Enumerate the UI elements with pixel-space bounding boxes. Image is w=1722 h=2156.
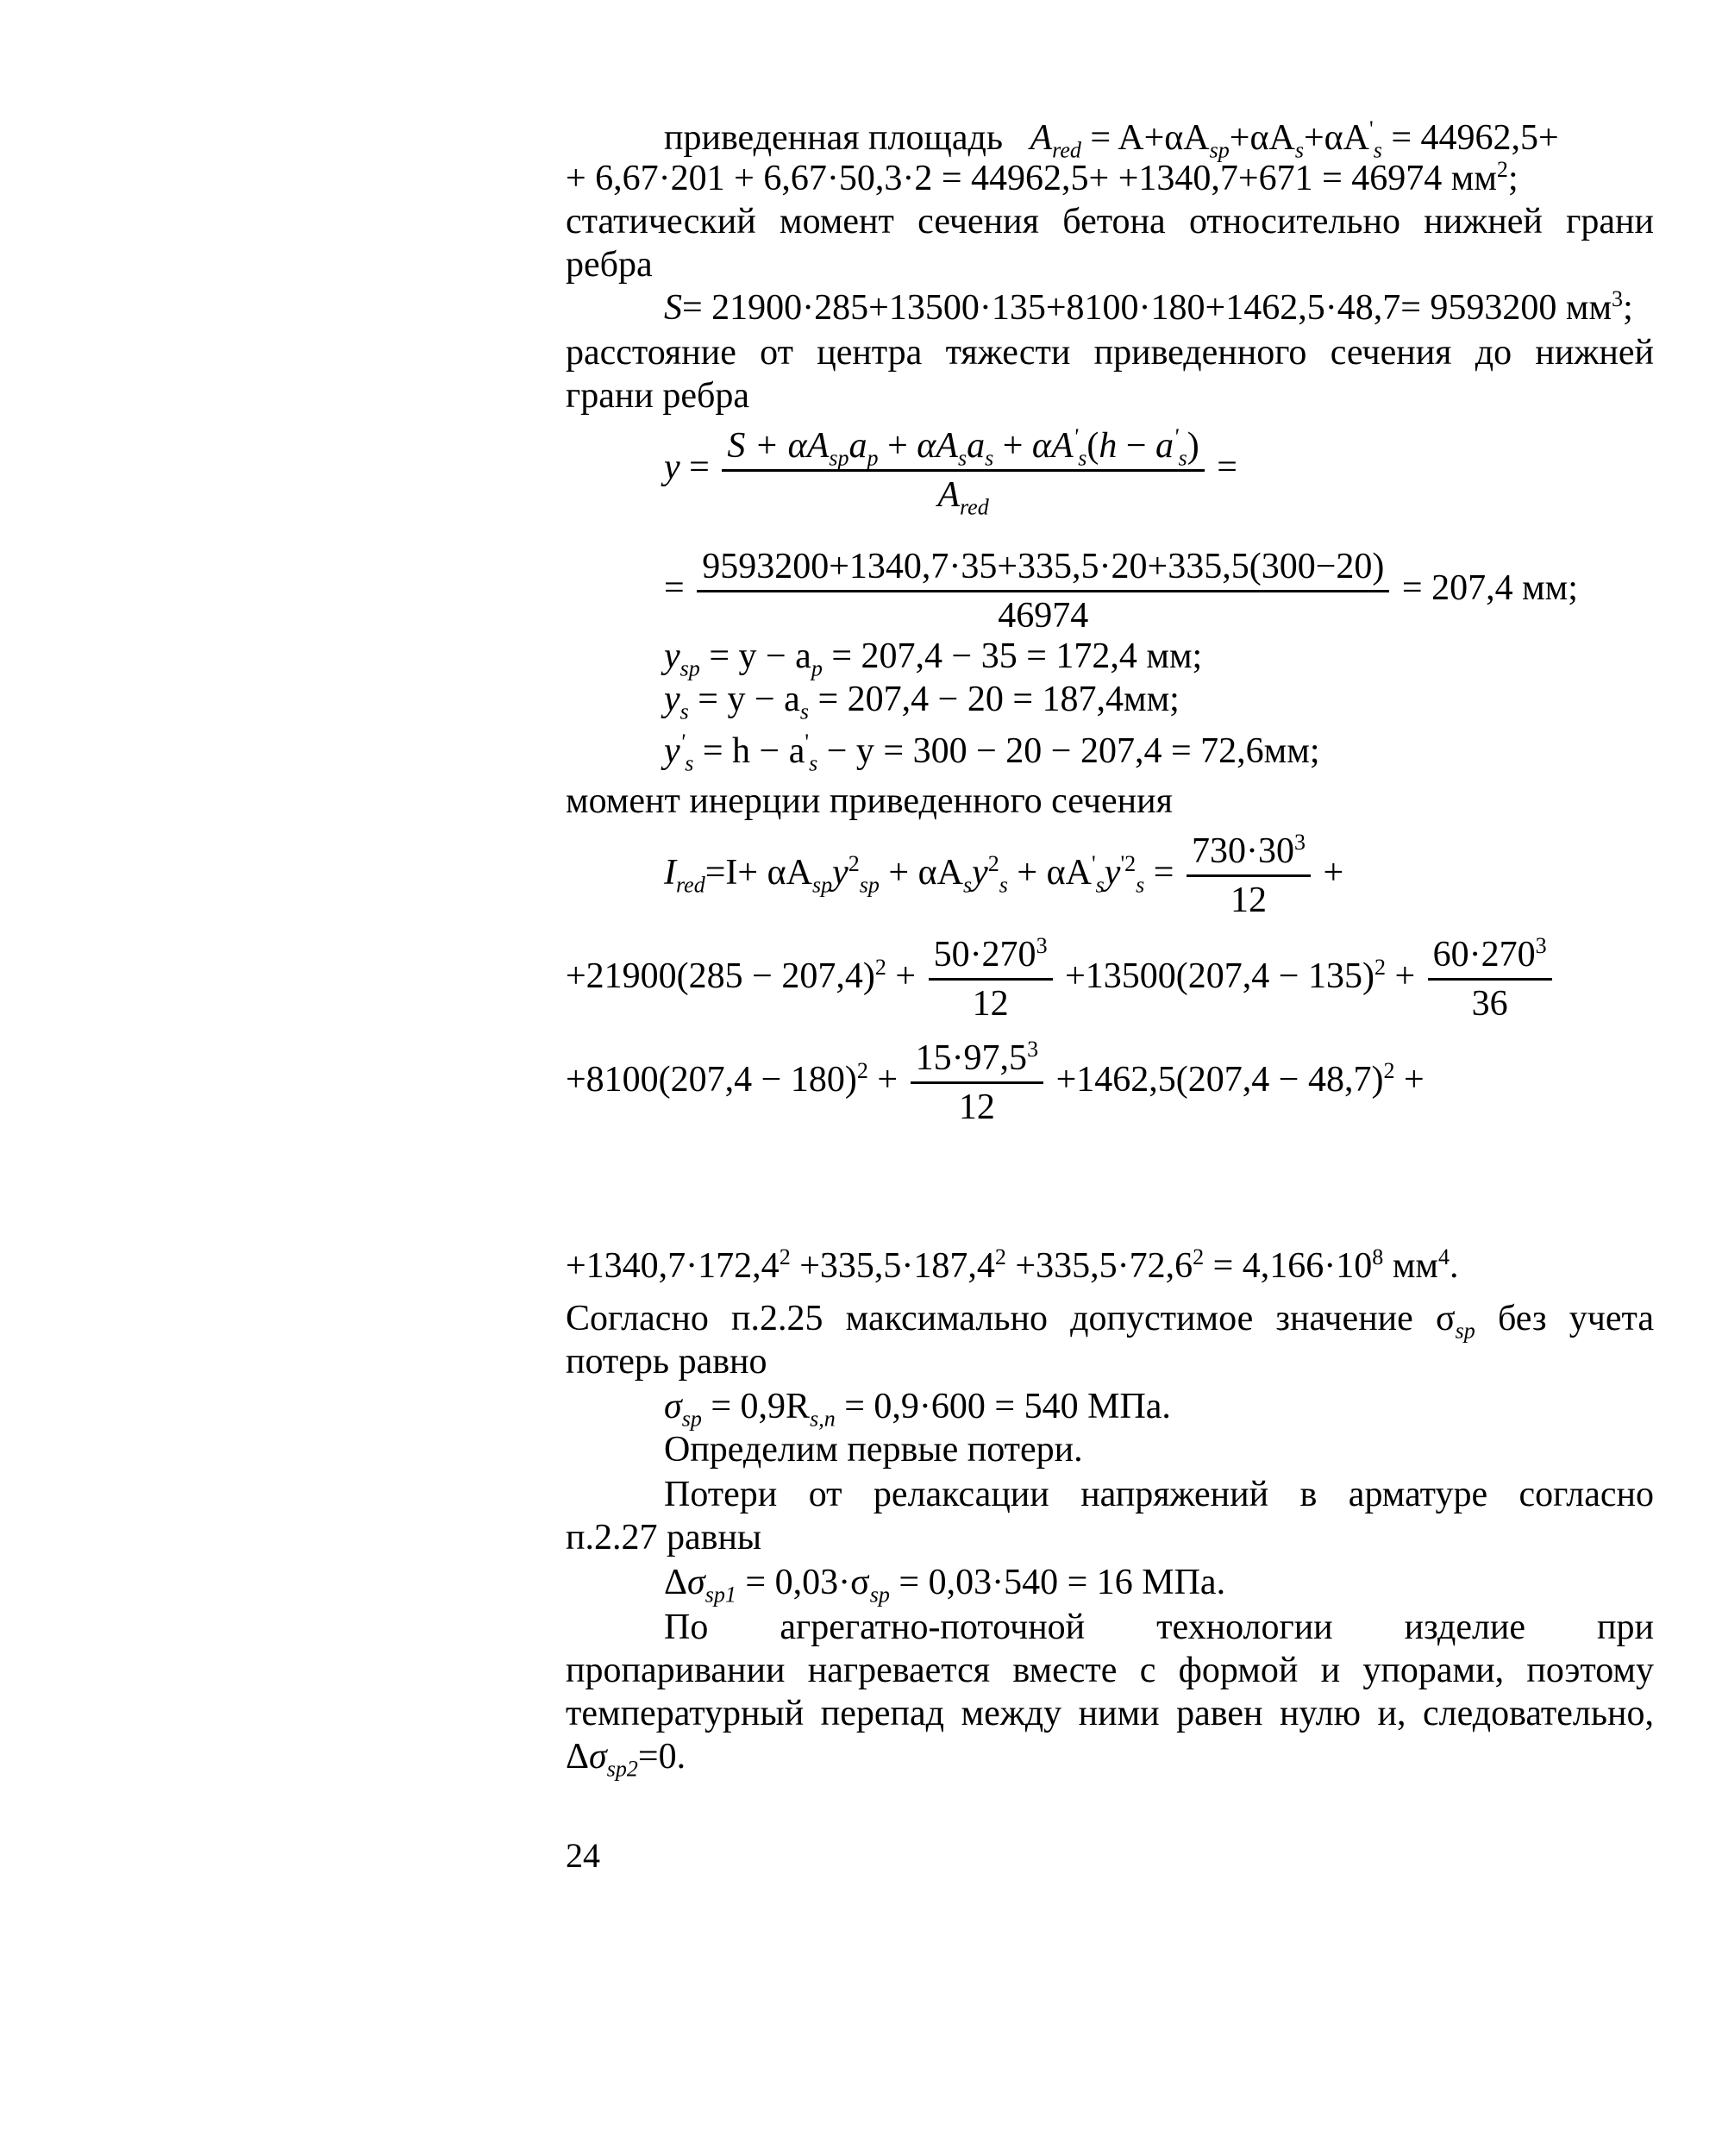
line-static-moment <box>566 200 1654 243</box>
text-rib: ребра <box>566 245 653 285</box>
line-first-losses <box>664 1428 1083 1471</box>
text-losses-equal: потерь равно <box>566 1342 767 1382</box>
line-relaxation-2 <box>566 1516 761 1559</box>
text-moment-inertia: момент инерции приведенного сечения <box>566 781 1173 821</box>
equation-sigma-result: = 0,9·600 = 540 МПа. <box>835 1387 1171 1426</box>
equation-ired-row3: $+1340,7\cdot 172,4^2 +335,5\cdot 187,4^2 +335,5\cdot 72,6^2 = 4,166\cdot 10^8$ $мм^4$. <box>566 1244 1459 1286</box>
fraction-y-denominator: A <box>937 475 960 515</box>
equation-ired: $I_{red}=I+ \alpha A_{sp}y^2_{sp} + \alpha A_sy^2_s + \alpha A'_sy^{'2}_s$ = $\frac{730\cdot 30^3}{12}$ + <box>664 828 1343 924</box>
formula-a-red-value: = 44962,5+ <box>1381 118 1559 158</box>
line-relaxation <box>664 1473 1654 1516</box>
text-relaxation-2: п.2.27 равны <box>566 1518 762 1557</box>
fraction-row1-a-numerator: 50·270 <box>933 935 1036 975</box>
symbol-s: S <box>664 288 682 328</box>
fraction-y-calc <box>697 543 1389 639</box>
equation-delta-sigma-1-result: = 0,03·540 = 16 МПа. <box>889 1563 1226 1602</box>
fraction-y: $\frac{S + \alpha A_{sp}a_p + \alpha A_sa_s + \alpha A'_s(h - a'_s)}{A_{red}}$ <box>722 423 1204 518</box>
text-rib-face: грани ребра <box>566 376 749 416</box>
equation-ired-row1: $+21900(285 - 207,4)^2$ + $\frac{50\cdot 270^3}{12}$ $+13500(207,4 - 135)^2$ + $\frac{60\cdot 270^3}{36}$ <box>566 931 1556 1027</box>
fraction-y-calc-denominator: 46974 <box>998 596 1089 636</box>
formula-a-red-expression: = A+αA <box>1090 118 1210 158</box>
text-first-losses: Определим первые потери. <box>664 1430 1083 1470</box>
line-moment-inertia <box>566 780 1173 823</box>
equation-ys-prime-result: − y = 300 − 20 − 207,4 = 72,6мм; <box>817 731 1320 771</box>
text-relaxation: Потери от релаксации напряжений в арматуре согласно <box>664 1475 1654 1514</box>
equation-y: y = $\frac{S + \alpha A_{sp}a_p + \alpha A_sa_s + \alpha A'_s(h - a'_s)}{A_{red}}$ = <box>664 424 1237 520</box>
line-reduced-area: приведенная площадь $A_{red} = A+\alpha A_{sp}+\alpha A_s+\alpha A'_s = 44962,5+$ <box>664 116 1559 163</box>
fraction-y-numerator: S + αA <box>727 426 830 466</box>
equation-ysp-result: = 207,4 − 35 = 172,4 мм; <box>822 636 1203 676</box>
fraction-ired-numerator: 730·30 <box>1191 831 1294 871</box>
fraction-y-calc-numerator: 9593200+1340,7·35+335,5·20+335,5(300−20) <box>697 543 1389 592</box>
row1-term-a: +21900(285 − 207,4) <box>566 956 875 997</box>
fraction-row1-b-numerator: 60·270 <box>1432 935 1536 975</box>
text-technology-2: пропаривании нагревается вместе с формой и упорами, поэтому <box>566 1651 1654 1690</box>
text-technology: По агрегатно-поточной технологии изделие при <box>664 1608 1654 1647</box>
text-s-calc-end: ; <box>1623 288 1633 328</box>
equation-ys-prime-lhs: = h − a <box>702 731 805 771</box>
equation-sigma-sp: $\sigma_{sp} = 0,9R_{s,n} = 0,9\cdot 600 = 540$ МПа. <box>664 1387 1171 1432</box>
text-according-end: без учета <box>1475 1299 1654 1338</box>
row3-term-b: +335,5·187,4 <box>790 1246 995 1286</box>
fraction-row1-b-denominator: 36 <box>1471 984 1508 1024</box>
row2-term-a: +8100(207,4 − 180) <box>566 1060 857 1100</box>
formula-a-red: $A_{red}$ <box>1030 118 1081 163</box>
row3-result: = 4,166·10 <box>1204 1246 1373 1286</box>
fraction-row2: $\frac{15\cdot 97,5^3}{12}$ <box>911 1035 1044 1131</box>
equation-ys: $y_s = y - a_s = 207,4 - 20 = 187,4мм$; <box>664 680 1180 724</box>
page-number: 24 <box>566 1836 600 1875</box>
text-reduced-area-label: приведенная площадь <box>664 118 1003 158</box>
text-area-calc-end: ; <box>1507 159 1518 198</box>
fraction-row2-numerator: 15·97,5 <box>915 1038 1028 1078</box>
equation-delta-sigma-1: $\Delta\sigma_{sp1} = 0,03\cdot\sigma_{sp} = 0,03\cdot 540 = 16$ МПа. <box>664 1563 1226 1608</box>
text-distance: расстояние от центра тяжести приведенного сечения до нижней <box>566 333 1654 373</box>
row3-term-a: +1340,7·172,4 <box>566 1246 780 1286</box>
equation-ys-result: = 207,4 − 20 = 187,4мм; <box>808 680 1180 719</box>
line-technology-2 <box>566 1649 1654 1692</box>
row3-unit: мм <box>1383 1246 1438 1286</box>
line-rib <box>566 243 653 286</box>
equation-ired-lhs: =I+ αA <box>704 853 812 893</box>
line-according: Согласно п.2.25 максимально допустимое значение $\sigma_{sp}$ без учета <box>566 1299 1654 1344</box>
line-losses-equal <box>566 1340 767 1383</box>
line-technology-3 <box>566 1692 1654 1735</box>
equation-delta-sigma-1-lhs: = 0,03·σ <box>736 1563 870 1602</box>
line-technology-4: $\Delta\sigma_{sp2}=0$. <box>566 1737 686 1782</box>
text-area-calc: + 6,67·201 + 6,67·50,3·2 = 44962,5+ +1340,7+671 = 46974 мм <box>566 159 1497 198</box>
text-static-moment: статический момент сечения бетона относительно нижней грани <box>566 202 1654 241</box>
equation-y-calc: = $\frac{9593200+1340,7\cdot 35+335,5\cdot 20+335,5(300-20)}{46974}$ = 207,4 мм; <box>664 543 1578 639</box>
row1-term-b: +13500(207,4 − 135) <box>1065 956 1374 997</box>
row3-term-c: +335,5·72,6 <box>1005 1246 1193 1286</box>
y-calc-result: = 207,4 мм; <box>1401 568 1578 609</box>
text-technology-3: температурный перепад между ними равен нулю и, следовательно, <box>566 1694 1654 1733</box>
fraction-ired: $\frac{730\cdot 30^3}{12}$ <box>1187 828 1311 924</box>
equation-ysp: $y_{sp} = y - a_p = 207,4 - 35 = 172,4$ мм; <box>664 636 1203 681</box>
fraction-row1-a-denominator: 12 <box>972 984 1009 1024</box>
text-s-calc: = 21900·285+13500·135+8100·180+1462,5·48,7= 9593200 мм <box>682 288 1612 328</box>
equation-ired-row2: $+8100(207,4 - 180)^2$ + $\frac{15\cdot 97,5^3}{12}$ $+1462,5(207,4 - 48,7)^2$ + <box>566 1035 1425 1131</box>
line-rib-face <box>566 374 749 417</box>
fraction-row1-b: $\frac{60\cdot 270^3}{36}$ <box>1428 931 1552 1027</box>
fraction-row1-a: $\frac{50\cdot 270^3}{12}$ <box>929 931 1053 1027</box>
row2-term-b: +1462,5(207,4 − 48,7) <box>1055 1060 1384 1100</box>
line-s-calc: S= 21900·285+13500·135+8100·180+1462,5·48,7= 9593200 $мм^3$; <box>664 286 1633 328</box>
line-area-calc: + 6,67·201 + 6,67·50,3·2 = 44962,5+ +1340,7+671 = 46974 $мм^2$; <box>566 157 1518 198</box>
equation-ys-lhs: = y − a <box>698 680 800 719</box>
line-technology <box>664 1606 1654 1649</box>
fraction-ired-denominator: 12 <box>1230 881 1267 920</box>
fraction-row2-denominator: 12 <box>958 1087 995 1127</box>
equation-ys-prime: $y'_s = h - a'_s - y = 300 - 20 - 207,4 = 72,6мм$; <box>664 730 1320 776</box>
line-distance <box>566 331 1654 374</box>
text-according: Согласно п.2.25 максимально допустимое значение σ <box>566 1299 1456 1338</box>
equation-sigma-lhs: = 0,9R <box>701 1387 811 1426</box>
text-technology-4: =0. <box>637 1737 686 1777</box>
equation-ysp-lhs: = y − a <box>709 636 811 676</box>
